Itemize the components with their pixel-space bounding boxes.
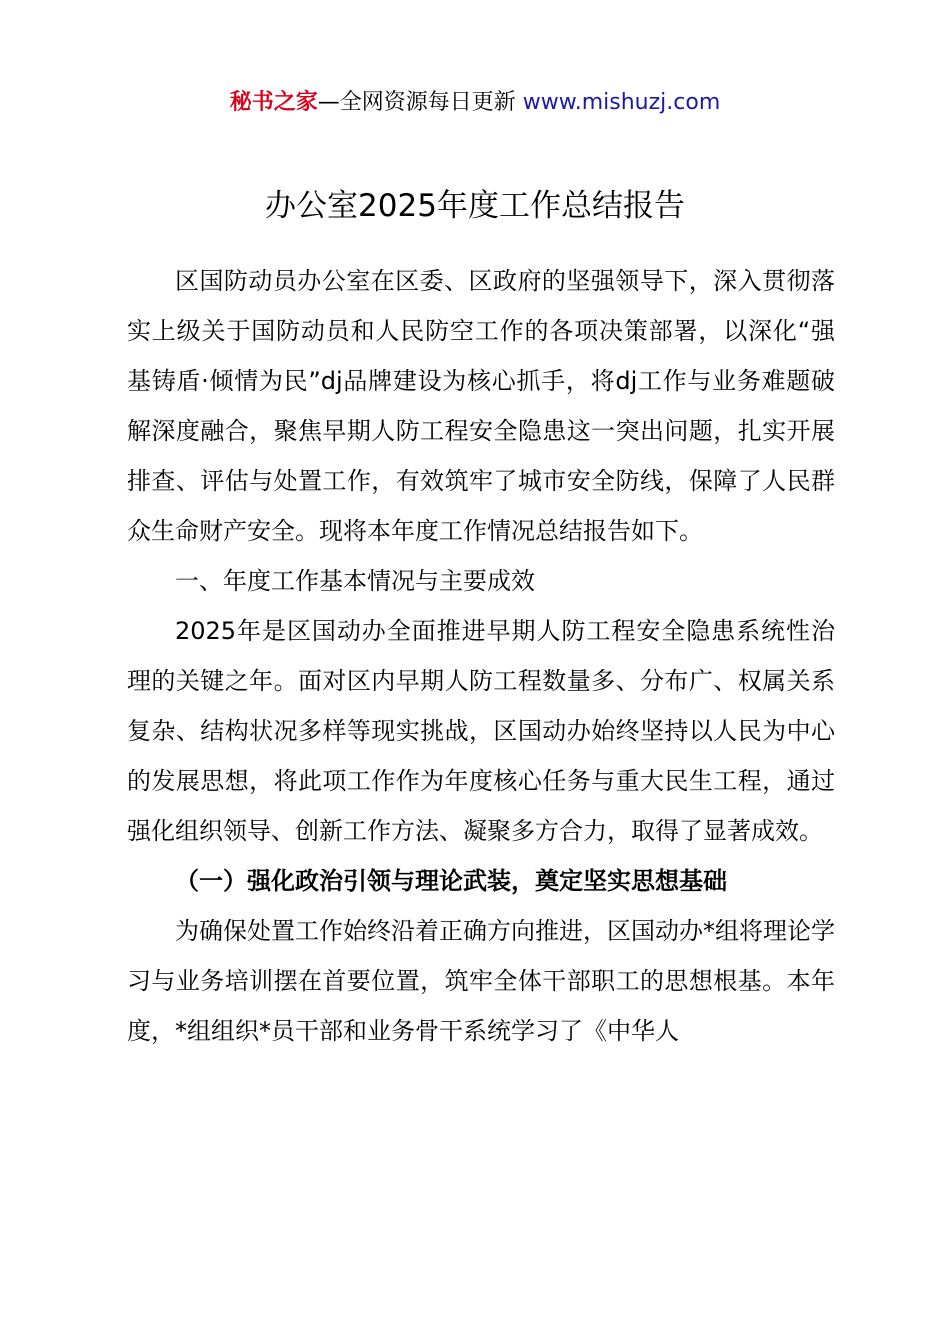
body-paragraph-4: 为确保处置工作始终沿着正确方向推进，区国动办*组将理论学习与业务培训摆在首要位置，筑牢全体干部职工的思想根基。本年度，*组组织*员干部和业务骨干系统学习了《中华人 bbox=[127, 917, 835, 1045]
brand-name: 秘书之家 bbox=[229, 90, 318, 115]
subsection-heading-1: （一）强化政治引领与理论武装，奠定坚实思想基础 bbox=[175, 867, 727, 895]
document-title: 办公室2025年度工作总结报告 bbox=[265, 188, 685, 224]
intro-paragraph: 区国防动员办公室在区委、区政府的坚强领导下，深入贯彻落实上级关于国防动员和人民防空工作的各项决策部署，以深化“强基铸盾·倾情为民”dj品牌建设为核心抓手，将dj工作与业务难题破解深度融合，聚焦早期人防工程安全隐患这一突出问题，扎实开展排查、评估与处置工作，有效筑牢了城市安全防线，保障了人民群众生命财产安全。现将本年度工作情况总结报告如下。 bbox=[127, 267, 835, 545]
section-heading-1: 一、年度工作基本情况与主要成效 bbox=[175, 567, 535, 595]
document-body bbox=[127, 256, 835, 1056]
header-url-link[interactable]: www.mishuzj.com bbox=[522, 90, 721, 115]
site-header bbox=[0, 86, 950, 120]
header-tagline: —全网资源每日更新 bbox=[317, 90, 523, 115]
body-paragraph-2: 2025年是区国动办全面推进早期人防工程安全隐患系统性治理的关键之年。面对区内早期人防工程数量多、分布广、权属关系复杂、结构状况多样等现实挑战，区国动办始终坚持以人民为中心的发展思想，将此项工作作为年度核心任务与重大民生工程，通过强化组织领导、创新工作方法、凝聚多方合力，取得了显著成效。 bbox=[127, 617, 835, 845]
